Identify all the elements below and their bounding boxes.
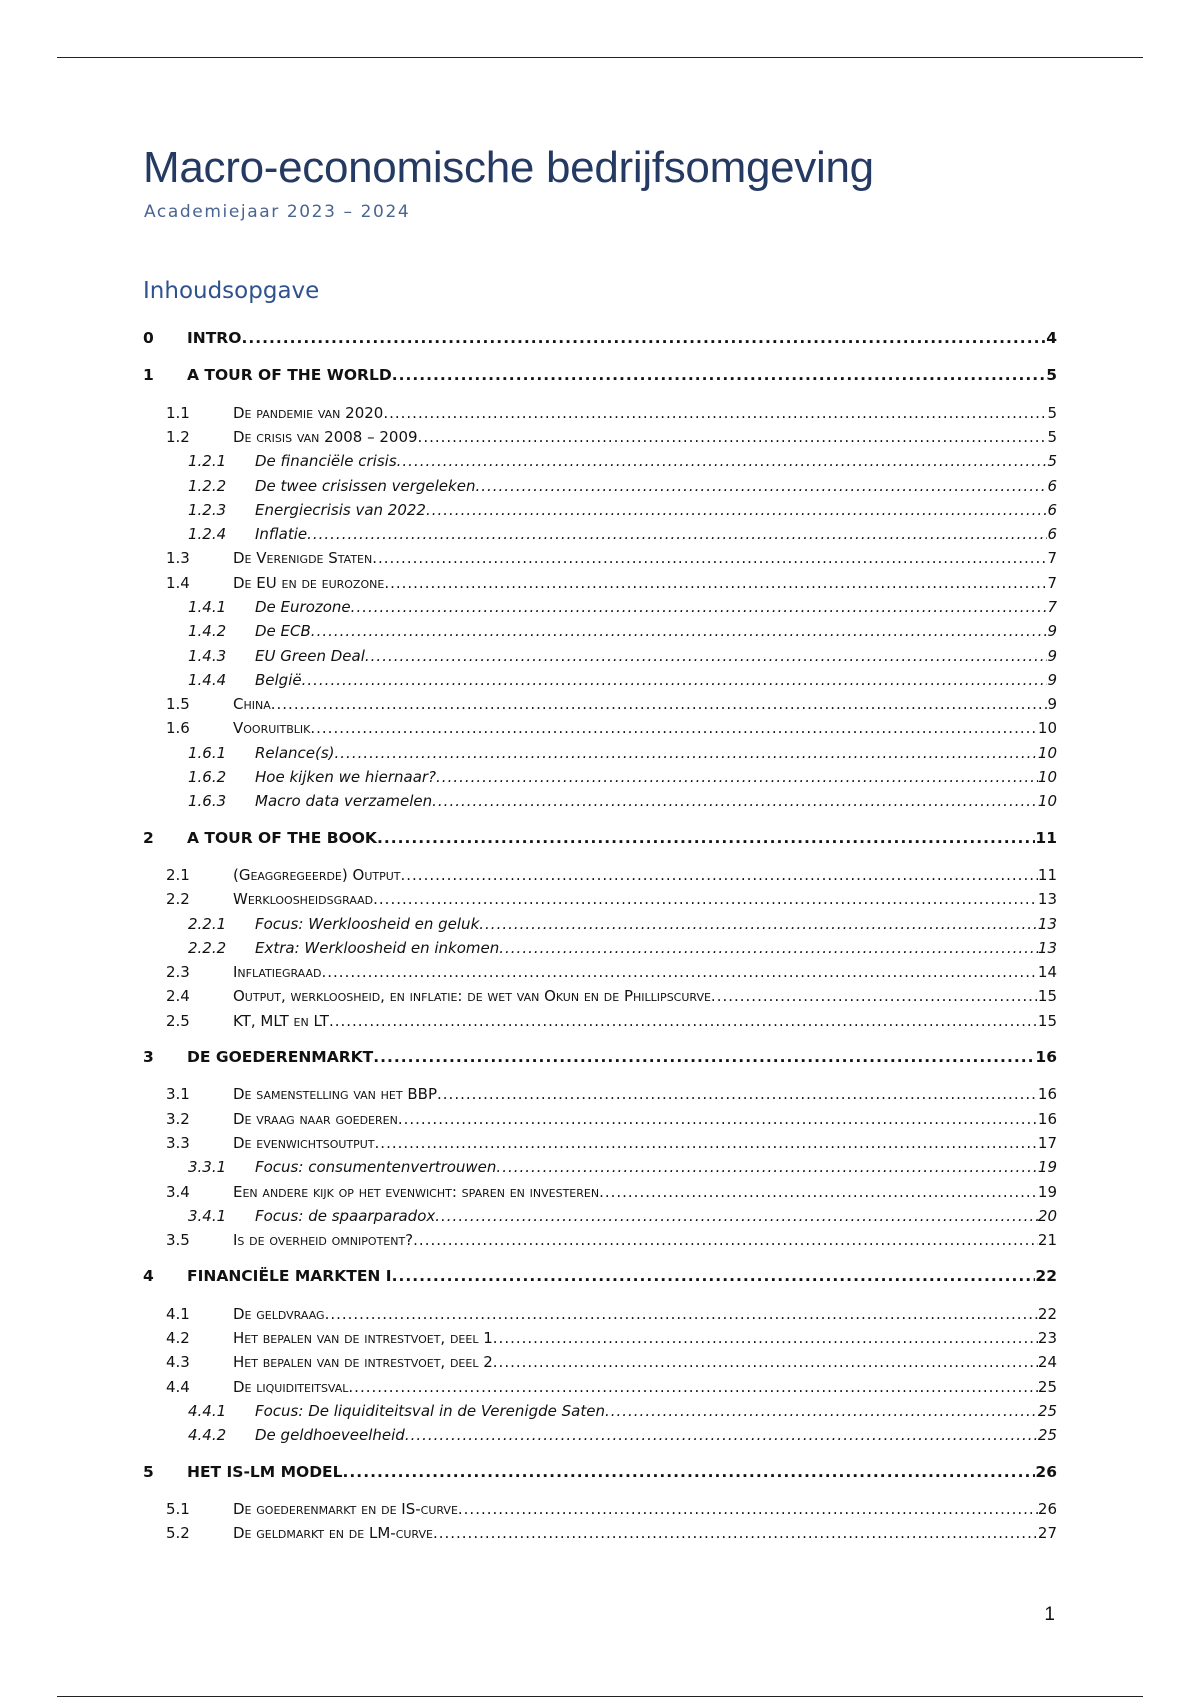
- toc-entry-number: 1.6.2: [188, 768, 227, 786]
- toc-entry-number: 4: [143, 1267, 154, 1285]
- toc-entry-page: 13: [1037, 890, 1057, 908]
- toc-leader-dots: [432, 790, 1038, 812]
- toc-entry-title: INTRO: [187, 329, 242, 347]
- toc-section[interactable]: [143, 1351, 1057, 1373]
- toc-leader-dots: [605, 1400, 1038, 1422]
- toc-entry-number: 1.6.1: [188, 744, 227, 762]
- footer-rule: [57, 1696, 1143, 1697]
- toc-leader-dots: [599, 1181, 1038, 1203]
- toc-leader-dots: [397, 450, 1048, 472]
- toc-entry-page: 25: [1037, 1426, 1057, 1444]
- toc-entry-page: 24: [1037, 1353, 1057, 1371]
- toc-entry-title: België: [255, 671, 302, 689]
- document-subtitle: Academiejaar 2023 – 2024: [144, 202, 411, 222]
- toc-entry-number: 4.3: [166, 1353, 190, 1371]
- toc-subsection[interactable]: [143, 499, 1057, 521]
- toc-leader-dots: [302, 669, 1048, 691]
- toc-section[interactable]: [143, 961, 1057, 983]
- toc-entry-page: 6: [1047, 525, 1057, 543]
- toc-entry-page: 26: [1035, 1463, 1057, 1481]
- toc-leader-dots: [711, 985, 1038, 1007]
- toc-section[interactable]: [143, 402, 1057, 424]
- toc-leader-dots: [365, 645, 1048, 667]
- toc-leader-dots: [435, 1205, 1038, 1227]
- toc-leader-dots: [241, 327, 1046, 349]
- toc-entry-title: De evenwichtsoutput: [233, 1134, 375, 1152]
- toc-section[interactable]: [143, 985, 1057, 1007]
- toc-section[interactable]: [143, 1376, 1057, 1398]
- toc-leader-dots: [436, 766, 1038, 788]
- toc-subsection[interactable]: [143, 766, 1057, 788]
- toc-chapter[interactable]: [143, 1046, 1057, 1068]
- toc-entry-page: 9: [1047, 671, 1057, 689]
- toc-entry-number: 3.4: [166, 1183, 190, 1201]
- toc-entry-number: 1.4.3: [188, 647, 227, 665]
- toc-entry-number: 3.3.1: [188, 1158, 227, 1176]
- toc-entry-title: A TOUR OF THE BOOK: [187, 829, 377, 847]
- toc-entry-page: 4: [1046, 329, 1057, 347]
- toc-entry-title: DE GOEDERENMARKT: [187, 1048, 374, 1066]
- toc-leader-dots: [496, 1156, 1037, 1178]
- toc-leader-dots: [493, 1327, 1038, 1349]
- toc-entry-page: 19: [1037, 1183, 1057, 1201]
- toc-section[interactable]: [143, 1108, 1057, 1130]
- toc-entry-title: De geldhoeveelheid: [255, 1426, 405, 1444]
- toc-entry-number: 4.1: [166, 1305, 190, 1323]
- toc-entry-page: 10: [1037, 792, 1057, 810]
- toc-section[interactable]: [143, 888, 1057, 910]
- toc-entry-page: 16: [1037, 1110, 1057, 1128]
- toc-chapter[interactable]: [143, 327, 1057, 349]
- toc-entry-title: Focus: consumentenvertrouwen: [255, 1158, 497, 1176]
- toc-subsection[interactable]: [143, 523, 1057, 545]
- toc-section[interactable]: [143, 1327, 1057, 1349]
- toc-subsection[interactable]: [143, 620, 1057, 642]
- toc-entry-page: 6: [1047, 477, 1057, 495]
- toc-section[interactable]: [143, 1303, 1057, 1325]
- toc-section[interactable]: [143, 1522, 1057, 1544]
- toc-section[interactable]: [143, 717, 1057, 739]
- toc-entry-number: 2.5: [166, 1012, 190, 1030]
- toc-entry-number: 1.4: [166, 574, 190, 592]
- toc-subsection[interactable]: [143, 1424, 1057, 1446]
- toc-entry-title: Inflatiegraad: [233, 963, 322, 981]
- document-title: Macro-economische bedrijfsomgeving: [143, 143, 874, 192]
- toc-leader-dots: [329, 1010, 1038, 1032]
- toc-entry-number: 1.6.3: [188, 792, 227, 810]
- toc-chapter[interactable]: [143, 364, 1057, 386]
- toc-entry-page: 10: [1037, 768, 1057, 786]
- toc-entry-title: Vooruitblik: [233, 719, 311, 737]
- toc-entry-page: 22: [1035, 1267, 1057, 1285]
- toc-leader-dots: [384, 572, 1047, 594]
- toc-entry-page: 7: [1047, 598, 1057, 616]
- toc-entry-title: Focus: De liquiditeitsval in de Verenigde Saten: [255, 1402, 605, 1420]
- toc-entry-number: 4.4.1: [188, 1402, 227, 1420]
- toc-entry-number: 1.2: [166, 428, 190, 446]
- toc-entry-title: De ECB: [255, 622, 311, 640]
- toc-entry-page: 11: [1035, 829, 1057, 847]
- toc-leader-dots: [271, 693, 1048, 715]
- toc-entry-page: 21: [1037, 1231, 1057, 1249]
- toc-entry-title: Werkloosheidsgraad: [233, 890, 374, 908]
- toc-entry-title: A TOUR OF THE WORLD: [187, 366, 392, 384]
- toc-heading: Inhoudsopgave: [143, 278, 320, 304]
- toc-entry-number: 4.2: [166, 1329, 190, 1347]
- toc-entry-title: FINANCIËLE MARKTEN I: [187, 1267, 392, 1285]
- toc-entry-number: 1.2.4: [188, 525, 227, 543]
- toc-entry-page: 27: [1037, 1524, 1057, 1542]
- toc-subsection[interactable]: [143, 742, 1057, 764]
- toc-entry-page: 5: [1047, 452, 1057, 470]
- toc-entry-title: De Eurozone: [255, 598, 351, 616]
- page-number: 1: [1044, 1604, 1055, 1625]
- toc-entry-title: Focus: Werkloosheid en geluk: [255, 915, 480, 933]
- toc-entry-title: De crisis van 2008 – 2009: [233, 428, 418, 446]
- toc-entry-page: 23: [1037, 1329, 1057, 1347]
- toc-subsection[interactable]: [143, 1156, 1057, 1178]
- toc-entry-page: 25: [1037, 1402, 1057, 1420]
- toc-leader-dots: [377, 827, 1035, 849]
- header-rule: [57, 57, 1143, 58]
- toc-entry-page: 9: [1047, 695, 1057, 713]
- toc-leader-dots: [375, 1132, 1038, 1154]
- toc-entry-number: 2.2.2: [188, 939, 227, 957]
- toc-entry-title: Een andere kijk op het evenwicht: sparen en investeren: [233, 1183, 600, 1201]
- toc-entry-number: 2.2: [166, 890, 190, 908]
- toc-entry-page: 11: [1037, 866, 1057, 884]
- toc-entry-number: 1.1: [166, 404, 190, 422]
- toc-entry-number: 4.4.2: [188, 1426, 227, 1444]
- toc-leader-dots: [372, 547, 1047, 569]
- toc-chapter[interactable]: [143, 827, 1057, 849]
- toc-entry-title: De geldmarkt en de LM-curve: [233, 1524, 433, 1542]
- toc-section[interactable]: [143, 1132, 1057, 1154]
- toc-entry-title: Het bepalen van de intrestvoet, deel 1: [233, 1329, 493, 1347]
- toc-entry-page: 6: [1047, 501, 1057, 519]
- toc-leader-dots: [475, 475, 1047, 497]
- toc-section[interactable]: [143, 1010, 1057, 1032]
- toc-entry-number: 0: [143, 329, 154, 347]
- toc-entry-page: 22: [1037, 1305, 1057, 1323]
- toc-entry-page: 10: [1037, 719, 1057, 737]
- toc-subsection[interactable]: [143, 596, 1057, 618]
- toc-entry-number: 1.4.2: [188, 622, 227, 640]
- toc-entry-number: 5.2: [166, 1524, 190, 1542]
- toc-entry-title: Macro data verzamelen: [255, 792, 433, 810]
- toc-section[interactable]: [143, 547, 1057, 569]
- toc-section[interactable]: [143, 1498, 1057, 1520]
- toc-leader-dots: [413, 1229, 1038, 1251]
- toc-entry-title: De goederenmarkt en de IS-curve: [233, 1500, 458, 1518]
- toc-entry-page: 13: [1037, 939, 1057, 957]
- toc-entry-page: 17: [1037, 1134, 1057, 1152]
- toc-entry-title: De EU en de eurozone: [233, 574, 385, 592]
- toc-subsection[interactable]: [143, 475, 1057, 497]
- toc-entry-number: 1.2.3: [188, 501, 227, 519]
- toc-chapter[interactable]: [143, 1461, 1057, 1483]
- toc-section[interactable]: [143, 1229, 1057, 1251]
- toc-subsection[interactable]: [143, 669, 1057, 691]
- toc-entry-number: 1.3: [166, 549, 190, 567]
- toc-leader-dots: [398, 1108, 1038, 1130]
- toc-entry-page: 16: [1037, 1085, 1057, 1103]
- toc-section[interactable]: [143, 693, 1057, 715]
- toc-entry-title: De twee crisissen vergeleken: [255, 477, 476, 495]
- toc-entry-title: EU Green Deal: [255, 647, 365, 665]
- toc-section[interactable]: [143, 426, 1057, 448]
- toc-entry-number: 3.5: [166, 1231, 190, 1249]
- toc-leader-dots: [392, 364, 1047, 386]
- toc-entry-number: 2.2.1: [188, 915, 227, 933]
- toc-entry-title: Energiecrisis van 2022: [255, 501, 426, 519]
- toc-entry-page: 9: [1047, 647, 1057, 665]
- toc-entry-title: De pandemie van 2020: [233, 404, 384, 422]
- toc-leader-dots: [418, 426, 1048, 448]
- toc-entry-title: Output, werkloosheid, en inflatie: de wet van Okun en de Phillipscurve: [233, 987, 711, 1005]
- toc-entry-page: 5: [1047, 404, 1057, 422]
- toc-subsection[interactable]: [143, 913, 1057, 935]
- toc-entry-title: Relance(s): [255, 744, 335, 762]
- toc-subsection[interactable]: [143, 1205, 1057, 1227]
- toc-entry-number: 3.3: [166, 1134, 190, 1152]
- toc-entry-number: 2.3: [166, 963, 190, 981]
- toc-subsection[interactable]: [143, 645, 1057, 667]
- toc-entry-title: De vraag naar goederen: [233, 1110, 398, 1128]
- toc-entry-page: 14: [1037, 963, 1057, 981]
- toc-leader-dots: [325, 1303, 1038, 1325]
- toc-leader-dots: [383, 402, 1047, 424]
- toc-leader-dots: [310, 717, 1038, 739]
- toc-entry-number: 5.1: [166, 1500, 190, 1518]
- toc-leader-dots: [426, 499, 1047, 521]
- toc-entry-title: Het bepalen van de intrestvoet, deel 2: [233, 1353, 493, 1371]
- toc-entry-number: 1.2.2: [188, 477, 227, 495]
- toc-entry-title: Hoe kijken we hiernaar?: [255, 768, 437, 786]
- toc-entry-title: De financiële crisis: [255, 452, 397, 470]
- toc-leader-dots: [335, 742, 1038, 764]
- toc-section[interactable]: [143, 572, 1057, 594]
- toc-leader-dots: [343, 1461, 1036, 1483]
- toc-entry-page: 25: [1037, 1378, 1057, 1396]
- toc-entry-title: KT, MLT en LT: [233, 1012, 329, 1030]
- toc-entry-title: HET IS-LM MODEL: [187, 1463, 343, 1481]
- toc-chapter[interactable]: [143, 1265, 1057, 1287]
- toc-entry-number: 1.4.1: [188, 598, 227, 616]
- toc-entry-number: 3.2: [166, 1110, 190, 1128]
- toc-leader-dots: [479, 913, 1038, 935]
- toc-entry-number: 1.2.1: [188, 452, 227, 470]
- toc-leader-dots: [458, 1498, 1038, 1520]
- toc-subsection[interactable]: [143, 1400, 1057, 1422]
- toc-entry-number: 5: [143, 1463, 154, 1481]
- toc-subsection[interactable]: [143, 937, 1057, 959]
- toc-entry-number: 3.1: [166, 1085, 190, 1103]
- toc-entry-page: 13: [1037, 915, 1057, 933]
- toc-entry-number: 2.1: [166, 866, 190, 884]
- toc-leader-dots: [311, 620, 1048, 642]
- toc-entry-page: 19: [1037, 1158, 1057, 1176]
- toc-leader-dots: [392, 1265, 1036, 1287]
- toc-entry-page: 16: [1035, 1048, 1057, 1066]
- toc-entry-number: 2.4: [166, 987, 190, 1005]
- toc-leader-dots: [405, 1424, 1038, 1446]
- toc-section[interactable]: [143, 864, 1057, 886]
- toc-entry-page: 7: [1047, 574, 1057, 592]
- toc-entry-title: China: [233, 695, 271, 713]
- toc-entry-title: Inflatie: [255, 525, 308, 543]
- toc-section[interactable]: [143, 1181, 1057, 1203]
- toc-entry-page: 10: [1037, 744, 1057, 762]
- toc-leader-dots: [373, 1046, 1035, 1068]
- toc-entry-title: De samenstelling van het BBP: [233, 1085, 438, 1103]
- toc-entry-page: 7: [1047, 549, 1057, 567]
- toc-entry-page: 5: [1046, 366, 1057, 384]
- toc-entry-page: 26: [1037, 1500, 1057, 1518]
- toc-entry-number: 2: [143, 829, 154, 847]
- toc-entry-page: 20: [1037, 1207, 1057, 1225]
- toc-entry-number: 1.6: [166, 719, 190, 737]
- toc-entry-title: De liquiditeitsval: [233, 1378, 349, 1396]
- toc-entry-title: Focus: de spaarparadox: [255, 1207, 436, 1225]
- toc-entry-title: De geldvraag: [233, 1305, 325, 1323]
- toc-subsection[interactable]: [143, 450, 1057, 472]
- toc-entry-number: 3.4.1: [188, 1207, 227, 1225]
- toc-entry-number: 1.5: [166, 695, 190, 713]
- toc-leader-dots: [307, 523, 1047, 545]
- toc-entry-number: 1: [143, 366, 154, 384]
- toc-leader-dots: [499, 937, 1038, 959]
- toc-leader-dots: [322, 961, 1038, 983]
- toc-entry-title: Extra: Werkloosheid en inkomen: [255, 939, 500, 957]
- toc-entry-number: 1.4.4: [188, 671, 227, 689]
- toc-leader-dots: [493, 1351, 1038, 1373]
- toc-entry-page: 9: [1047, 622, 1057, 640]
- toc-entry-number: 3: [143, 1048, 154, 1066]
- toc-entry-page: 5: [1047, 428, 1057, 446]
- toc-leader-dots: [351, 596, 1048, 618]
- toc-leader-dots: [433, 1522, 1038, 1544]
- toc-leader-dots: [401, 864, 1038, 886]
- toc-subsection[interactable]: [143, 790, 1057, 812]
- toc-leader-dots: [348, 1376, 1038, 1398]
- toc-entry-page: 15: [1037, 1012, 1057, 1030]
- toc-entry-title: Is de overheid omnipotent?: [233, 1231, 414, 1249]
- toc-leader-dots: [437, 1083, 1038, 1105]
- toc-section[interactable]: [143, 1083, 1057, 1105]
- toc-entry-title: De Verenigde Staten: [233, 549, 373, 567]
- toc-entry-page: 15: [1037, 987, 1057, 1005]
- toc-entry-number: 4.4: [166, 1378, 190, 1396]
- toc-entry-title: (Geaggregeerde) Output: [233, 866, 401, 884]
- toc-leader-dots: [373, 888, 1038, 910]
